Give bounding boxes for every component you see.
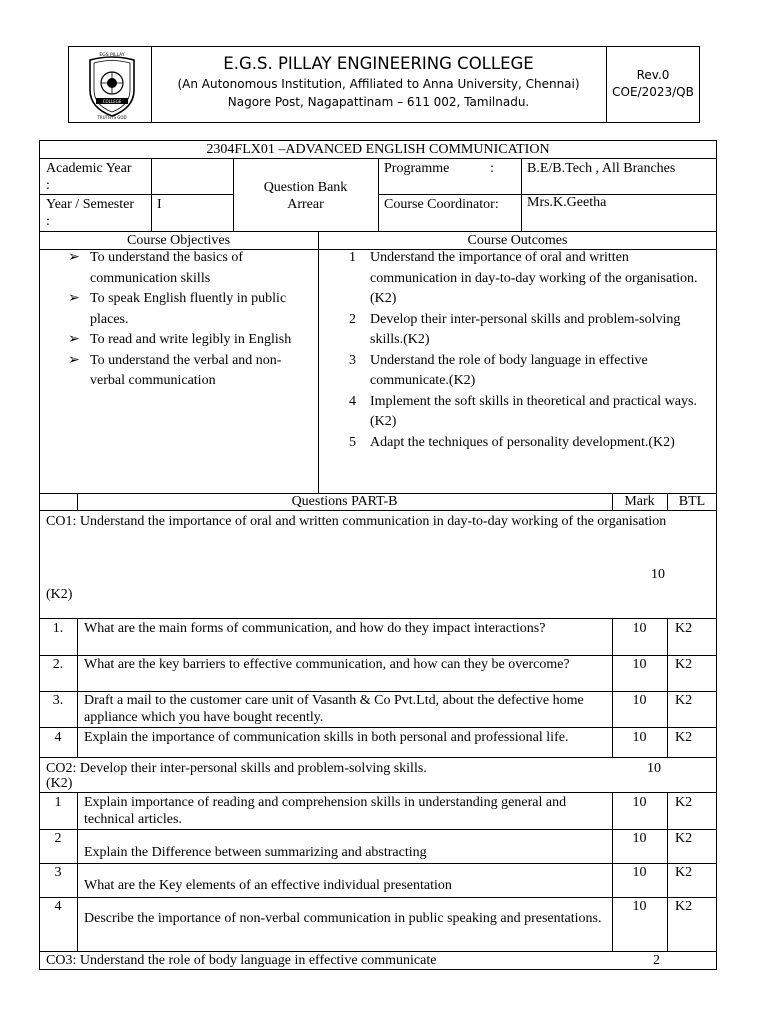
co1-k-level: (K2) bbox=[46, 587, 73, 602]
question-text: Describe the importance of non-verbal communication in public speaking and presentations. bbox=[84, 911, 602, 926]
mark-column-heading: Mark bbox=[624, 494, 655, 509]
programme-value: B.E/B.Tech , All Branches bbox=[527, 161, 676, 176]
co2-mark: 10 bbox=[647, 761, 661, 776]
question-number: 1 bbox=[54, 795, 62, 810]
question-number: 3 bbox=[54, 865, 62, 880]
question-text: Explain importance of reading and comprehension skills in understanding general and technical articles. bbox=[84, 795, 567, 827]
svg-text:EGS PILLAY: EGS PILLAY bbox=[99, 53, 125, 58]
year-semester-colon: : bbox=[46, 214, 50, 229]
college-subtitle: (An Autonomous Institution, Affiliated to Anna University, Chennai) bbox=[177, 77, 580, 91]
co3-statement: CO3: Understand the role of body language in effective communicate bbox=[46, 953, 437, 968]
college-logo bbox=[82, 50, 142, 120]
question-number: 2 bbox=[54, 831, 62, 846]
question-number: 3. bbox=[52, 693, 64, 708]
question-number: 4 bbox=[54, 730, 62, 745]
co1-mark: 10 bbox=[651, 567, 665, 582]
college-address: Nagore Post, Nagapattinam – 611 002, Tamilnadu. bbox=[227, 95, 530, 109]
question-mark: 10 bbox=[632, 831, 647, 846]
question-text: What are the Key elements of an effective individual presentation bbox=[84, 878, 452, 893]
outcomes-list bbox=[346, 248, 714, 453]
question-mark: 10 bbox=[632, 730, 647, 745]
question-btl: K2 bbox=[675, 693, 693, 708]
question-mark: 10 bbox=[632, 865, 647, 880]
college-name: E.G.S. PILLAY ENGINEERING COLLEGE bbox=[223, 54, 534, 73]
question-btl: K2 bbox=[675, 730, 693, 745]
programme-label: Programme bbox=[384, 161, 450, 176]
question-btl: K2 bbox=[675, 621, 693, 636]
question-mark: 10 bbox=[632, 693, 647, 708]
outcome-item: 5 Adapt the techniques of personality development.(K2) bbox=[349, 434, 675, 450]
co1-statement: CO1: Understand the importance of oral and written communication in day-to-day working of the organisation bbox=[46, 514, 667, 529]
outcome-item: 4 Implement the soft skills in theoretical and practical ways.(K2) bbox=[349, 393, 697, 429]
year-semester-label: Year / Semester bbox=[46, 197, 135, 212]
revision-label: Rev.0 bbox=[636, 68, 670, 82]
programme-colon: : bbox=[490, 161, 494, 176]
course-title: 2304FLX01 –ADVANCED ENGLISH COMMUNICATION bbox=[206, 142, 550, 157]
outcome-item: 2 Develop their inter-personal skills and problem-solving skills.(K2) bbox=[349, 311, 681, 347]
academic-year-colon: : bbox=[46, 178, 50, 193]
question-btl: K2 bbox=[675, 899, 693, 914]
objective-item: ➢ To read and write legibly in English bbox=[68, 332, 292, 347]
btl-column-heading: BTL bbox=[678, 494, 706, 509]
document-code: COE/2023/QB bbox=[612, 85, 694, 99]
question-bank-label: Question Bank bbox=[263, 180, 348, 195]
arrear-label: Arrear bbox=[287, 197, 324, 212]
objective-item: ➢ To understand the verbal and non-verbal communication bbox=[68, 352, 282, 388]
question-btl: K2 bbox=[675, 657, 693, 672]
outcome-item: 3 Understand the role of body language in effective communicate.(K2) bbox=[349, 352, 648, 388]
objectives-list bbox=[68, 248, 313, 392]
question-text: Explain the importance of communication skills in both personal and professional life. bbox=[84, 730, 569, 745]
objective-item: ➢ To speak English fluently in public places. bbox=[68, 291, 287, 327]
svg-text:TRUTH IS GOD: TRUTH IS GOD bbox=[97, 115, 127, 120]
questions-part-b-heading: Questions PART-B bbox=[291, 494, 398, 509]
question-btl: K2 bbox=[675, 865, 693, 880]
question-mark: 10 bbox=[632, 657, 647, 672]
question-mark: 10 bbox=[632, 899, 647, 914]
coordinator-label: Course Coordinator: bbox=[384, 197, 499, 212]
question-number: 1. bbox=[52, 621, 64, 636]
question-number: 2. bbox=[52, 657, 64, 672]
question-text: What are the key barriers to effective communication, and how can they be overcome? bbox=[84, 657, 570, 672]
question-text: What are the main forms of communication, and how do they impact interactions? bbox=[84, 621, 546, 636]
co2-statement: CO2: Develop their inter-personal skills and problem-solving skills. bbox=[46, 761, 427, 776]
question-mark: 10 bbox=[632, 621, 647, 636]
outcome-item: 1 Understand the importance of oral and written communication in day-to-day working of the organisation.(K2) bbox=[349, 250, 698, 306]
question-text: Draft a mail to the customer care unit of Vasanth & Co Pvt.Ltd, about the defective home appliance which you have bought recently. bbox=[84, 693, 584, 725]
objective-item: ➢ To understand the basics of communication skills bbox=[68, 250, 243, 286]
svg-text:COLLEGE: COLLEGE bbox=[102, 99, 122, 104]
course-outcomes-heading: Course Outcomes bbox=[467, 233, 568, 248]
co2-k-level: (K2) bbox=[46, 776, 73, 791]
course-objectives-heading: Course Objectives bbox=[126, 233, 231, 248]
academic-year-label: Academic Year bbox=[46, 161, 132, 176]
co3-mark: 2 bbox=[653, 953, 660, 968]
year-semester-value: I bbox=[157, 197, 162, 212]
coordinator-value: Mrs.K.Geetha bbox=[527, 195, 607, 210]
question-mark: 10 bbox=[632, 795, 647, 810]
question-btl: K2 bbox=[675, 831, 693, 846]
question-number: 4 bbox=[54, 899, 62, 914]
question-btl: K2 bbox=[675, 795, 693, 810]
question-text: Explain the Difference between summarizing and abstracting bbox=[84, 845, 427, 860]
